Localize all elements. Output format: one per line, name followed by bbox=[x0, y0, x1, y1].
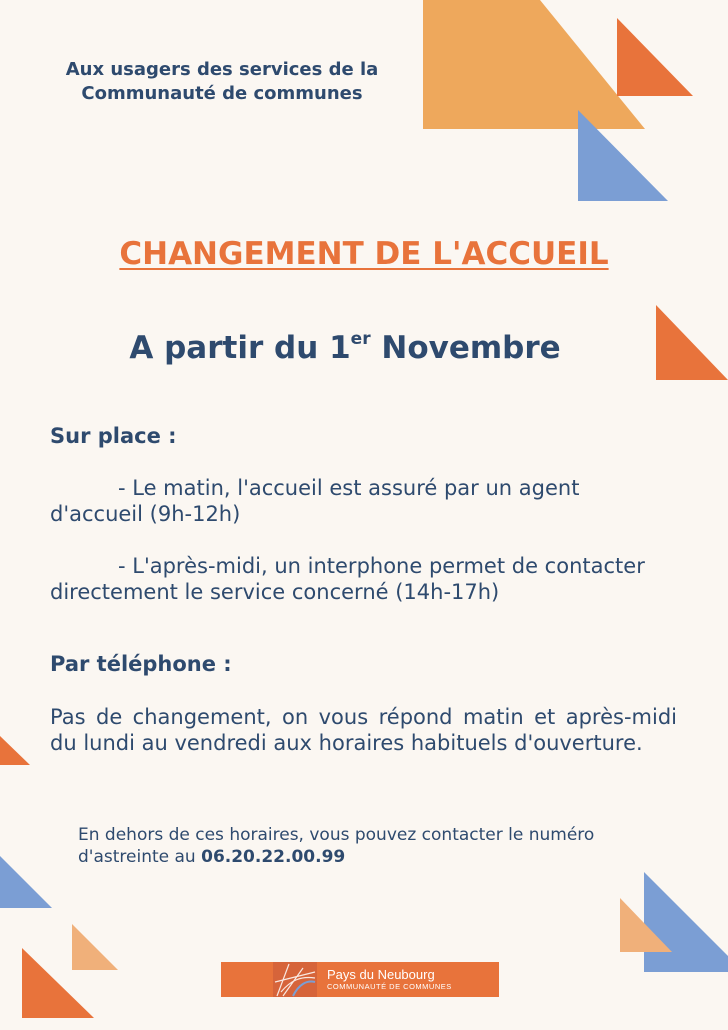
morning-line-2: d'accueil (9h-12h) bbox=[50, 502, 241, 526]
triangle-left-pale bbox=[72, 924, 118, 970]
date-superscript: er bbox=[350, 329, 371, 349]
after-hours-note bbox=[78, 824, 668, 868]
note-text: En dehors de ces horaires, vous pouvez contacter le numéro d'astreinte au bbox=[78, 825, 595, 867]
on-call-phone-number: 06.20.22.00.99 bbox=[201, 847, 346, 867]
morning-line-1: - Le matin, l'accueil est assuré par un agent bbox=[118, 476, 580, 500]
header-line-1: Aux usagers des services de la bbox=[65, 59, 379, 80]
logo-mark-icon bbox=[273, 962, 317, 997]
sur-place-item-afternoon bbox=[50, 553, 710, 605]
logo-name: Pays du Neubourg bbox=[327, 966, 435, 982]
triangle-bottom-right-blue bbox=[644, 872, 728, 972]
triangle-top-large-orange bbox=[423, 0, 645, 129]
afternoon-line-1: - L'après-midi, un interphone permet de contacter bbox=[118, 554, 645, 578]
date-suffix: Novembre bbox=[370, 330, 561, 366]
logo-subtitle: COMMUNAUTÉ DE COMMUNES bbox=[327, 981, 452, 991]
logo-lines-icon bbox=[273, 962, 317, 997]
telephone-text: Pas de changement, on vous répond matin et après-midi du lundi au vendredi aux horaires habituels d'ouverture. bbox=[50, 705, 677, 755]
pays-du-neubourg-logo bbox=[221, 962, 499, 997]
sur-place-heading: Sur place : bbox=[50, 424, 177, 448]
date-prefix: A partir du 1 bbox=[129, 330, 351, 366]
sur-place-item-morning bbox=[50, 475, 690, 527]
header-line-2: Communauté de communes bbox=[81, 83, 363, 104]
triangle-left-blue bbox=[0, 856, 52, 908]
triangle-left-orange bbox=[0, 736, 30, 765]
triangle-top-right-orange bbox=[617, 18, 693, 96]
logo-text bbox=[327, 968, 452, 992]
afternoon-line-2: directement le service concerné (14h-17h) bbox=[50, 580, 500, 604]
telephone-heading: Par téléphone : bbox=[50, 652, 232, 676]
effective-date bbox=[0, 330, 690, 366]
audience-header bbox=[40, 58, 404, 106]
page-title: CHANGEMENT DE L'ACCUEIL bbox=[119, 236, 609, 272]
